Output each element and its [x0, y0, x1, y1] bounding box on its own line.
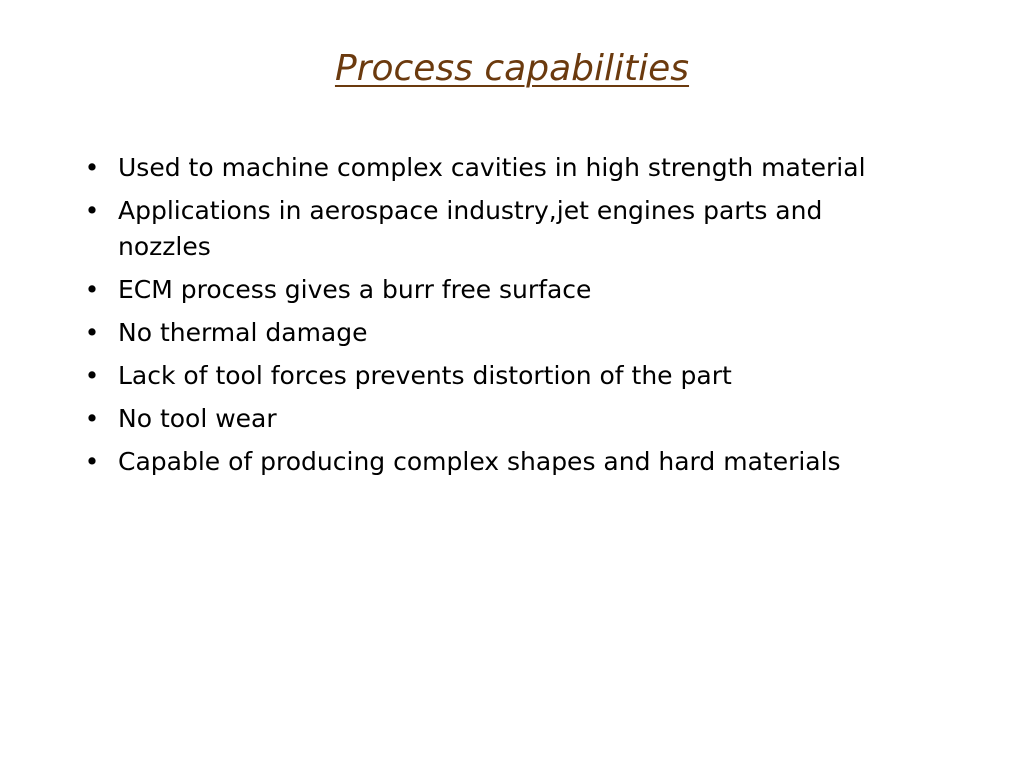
bullet-item: [82, 444, 912, 480]
bullet-dot-icon: •: [84, 318, 100, 347]
bullet-item: [82, 272, 912, 308]
bullet-dot-icon: •: [84, 196, 100, 225]
bullet-item: [82, 150, 912, 186]
bullet-text: ECM process gives a burr free surface: [118, 275, 592, 304]
bullet-dot-icon: •: [84, 361, 100, 390]
bullet-text: Lack of tool forces prevents distortion of the part: [118, 361, 732, 390]
bullet-text: No thermal damage: [118, 318, 368, 347]
slide-title: Process capabilities: [334, 48, 690, 89]
bullet-text: Applications in aerospace industry,jet engines parts and nozzles: [118, 196, 823, 261]
bullet-dot-icon: •: [84, 153, 100, 182]
bullet-dot-icon: •: [84, 404, 100, 433]
bullet-text: No tool wear: [118, 404, 277, 433]
bullet-item: [82, 193, 912, 265]
bullet-text: Used to machine complex cavities in high strength material: [118, 153, 866, 182]
bullet-item: [82, 401, 912, 437]
bullet-dot-icon: •: [84, 447, 100, 476]
bullet-item: [82, 358, 912, 394]
bullet-list: [82, 150, 912, 487]
bullet-dot-icon: •: [84, 275, 100, 304]
bullet-text: Capable of producing complex shapes and hard materials: [118, 447, 841, 476]
bullet-item: [82, 315, 912, 351]
